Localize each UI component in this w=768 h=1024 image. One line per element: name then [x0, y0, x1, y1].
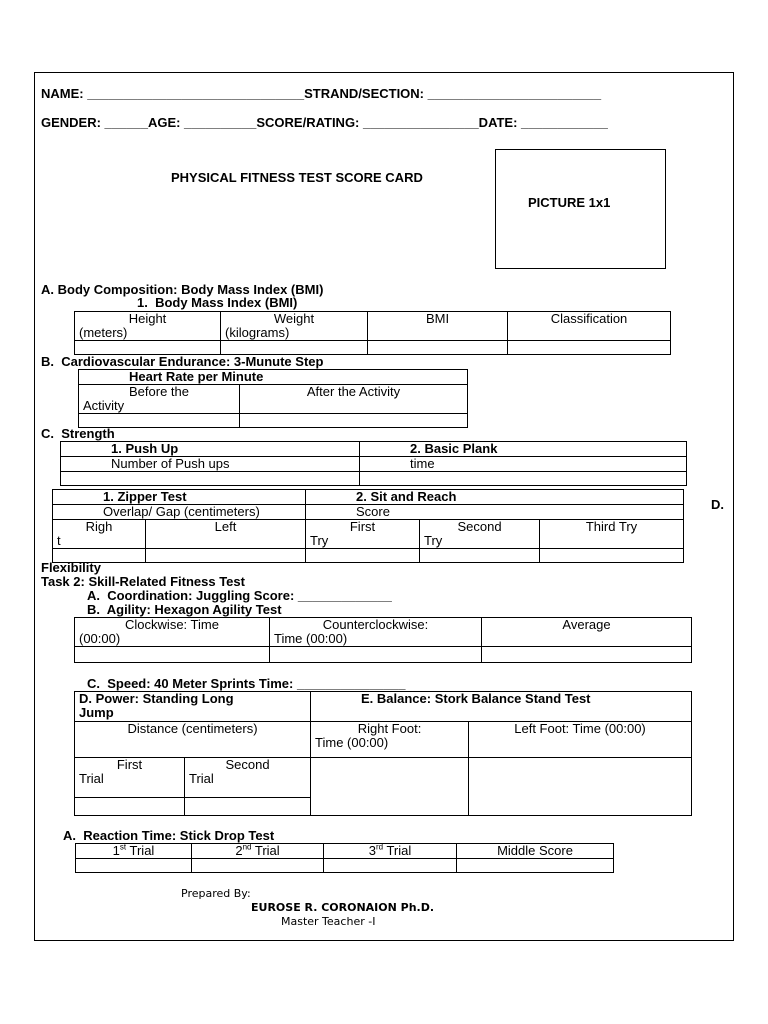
bmi-table	[74, 311, 671, 355]
zipper-test-header: 1. Zipper Test	[53, 490, 306, 505]
page-title: PHYSICAL FITNESS TEST SCORE CARD	[171, 170, 423, 185]
power-second-trial-cell[interactable]	[185, 798, 311, 816]
reaction-heading: A. Reaction Time: Stick Drop Test	[63, 828, 275, 843]
power-distance-header: Distance (centimeters)	[75, 722, 311, 758]
sit-reach-header: 2. Sit and Reach	[306, 490, 684, 505]
bmi-header-height: Height (meters)	[75, 312, 221, 341]
agility-table	[74, 617, 692, 663]
reaction-trial-2-header: 2nd Trial	[192, 844, 324, 859]
sit-reach-third-cell[interactable]	[540, 549, 684, 563]
sit-reach-second-cell[interactable]	[420, 549, 540, 563]
reaction-trial-3-cell[interactable]	[324, 859, 457, 873]
sit-reach-third-header: Third Try	[540, 520, 684, 549]
gender-age-score-line: GENDER: ______AGE: __________SCORE/RATING: ________________DATE: ____________	[41, 115, 608, 130]
reaction-trial-1-header: 1st Trial	[76, 844, 192, 859]
balance-left-foot-cell[interactable]	[469, 758, 692, 816]
section-a-heading: A. Body Composition: Body Mass Index (BMI)	[41, 282, 324, 297]
section-b-heading: B. Cardiovascular Endurance: 3-Munute Step	[41, 354, 324, 369]
power-header: D. Power: Standing Long Jump	[75, 692, 311, 722]
preparer-name: EUROSE R. CORONAION Ph.D.	[251, 901, 435, 914]
balance-header: E. Balance: Stork Balance Stand Test	[311, 692, 692, 722]
reaction-trial-2-cell[interactable]	[192, 859, 324, 873]
agility-clockwise-cell[interactable]	[75, 647, 270, 663]
speed-line: C. Speed: 40 Meter Sprints Time: _______________	[87, 676, 406, 691]
heart-rate-table	[78, 369, 468, 428]
power-balance-table	[74, 691, 692, 816]
heart-rate-title: Heart Rate per Minute	[79, 370, 468, 385]
flexibility-label: Flexibility	[41, 560, 101, 575]
plank-subheader: time	[360, 457, 687, 472]
coordination-line: A. Coordination: Juggling Score: _____________	[87, 588, 392, 603]
bmi-cell-classification[interactable]	[508, 341, 671, 355]
reaction-trial-3-header: 3rd Trial	[324, 844, 457, 859]
zipper-left-cell[interactable]	[146, 549, 306, 563]
preparer-position: Master Teacher -I	[281, 915, 376, 928]
zipper-left-header: Left	[146, 520, 306, 549]
section-c-heading: C. Strength	[41, 426, 115, 441]
zipper-right-header: Righ t	[53, 520, 146, 549]
zipper-test-subheader: Overlap/ Gap (centimeters)	[53, 505, 306, 520]
reaction-table	[75, 843, 614, 873]
bmi-header-classification: Classification	[508, 312, 671, 341]
push-up-subheader: Number of Push ups	[61, 457, 360, 472]
name-strand-line: NAME: ______________________________STRAND/SECTION: ________________________	[41, 86, 602, 101]
prepared-by-label: Prepared By:	[181, 887, 251, 900]
section-a-subheading: 1. Body Mass Index (BMI)	[137, 295, 298, 310]
bmi-cell-bmi[interactable]	[368, 341, 508, 355]
picture-box	[495, 149, 666, 269]
push-up-cell[interactable]	[61, 472, 360, 486]
plank-cell[interactable]	[360, 472, 687, 486]
agility-heading: B. Agility: Hexagon Agility Test	[87, 602, 282, 617]
sit-reach-subheader: Score	[306, 505, 684, 520]
bmi-cell-weight[interactable]	[221, 341, 368, 355]
agility-counter-cell[interactable]	[270, 647, 482, 663]
plank-header: 2. Basic Plank	[360, 442, 687, 457]
sit-reach-first-header: First Try	[306, 520, 420, 549]
task-2-heading: Task 2: Skill-Related Fitness Test	[41, 574, 245, 589]
picture-label: PICTURE 1x1	[528, 195, 611, 210]
agility-clockwise-header: Clockwise: Time (00:00)	[75, 618, 270, 647]
heart-rate-after-cell[interactable]	[240, 414, 468, 428]
balance-right-foot-header: Right Foot: Time (00:00)	[311, 722, 469, 758]
power-first-trial-header: First Trial	[75, 758, 185, 798]
reaction-middle-score-cell[interactable]	[457, 859, 614, 873]
strength-table	[60, 441, 687, 486]
balance-right-foot-cell[interactable]	[311, 758, 469, 816]
power-first-trial-cell[interactable]	[75, 798, 185, 816]
heart-rate-after-header: After the Activity	[240, 385, 468, 414]
bmi-header-weight: Weight (kilograms)	[221, 312, 368, 341]
bmi-header-bmi: BMI	[368, 312, 508, 341]
bmi-cell-height[interactable]	[75, 341, 221, 355]
heart-rate-before-header: Before the Activity	[79, 385, 240, 414]
sit-reach-second-header: Second Try	[420, 520, 540, 549]
agility-average-cell[interactable]	[482, 647, 692, 663]
agility-average-header: Average	[482, 618, 692, 647]
side-marker-d: D.	[711, 497, 724, 512]
flexibility-table	[52, 489, 684, 563]
balance-left-foot-header: Left Foot: Time (00:00)	[469, 722, 692, 758]
power-second-trial-header: Second Trial	[185, 758, 311, 798]
reaction-middle-score-header: Middle Score	[457, 844, 614, 859]
reaction-trial-1-cell[interactable]	[76, 859, 192, 873]
sit-reach-first-cell[interactable]	[306, 549, 420, 563]
agility-counter-header: Counterclockwise: Time (00:00)	[270, 618, 482, 647]
push-up-header: 1. Push Up	[61, 442, 360, 457]
